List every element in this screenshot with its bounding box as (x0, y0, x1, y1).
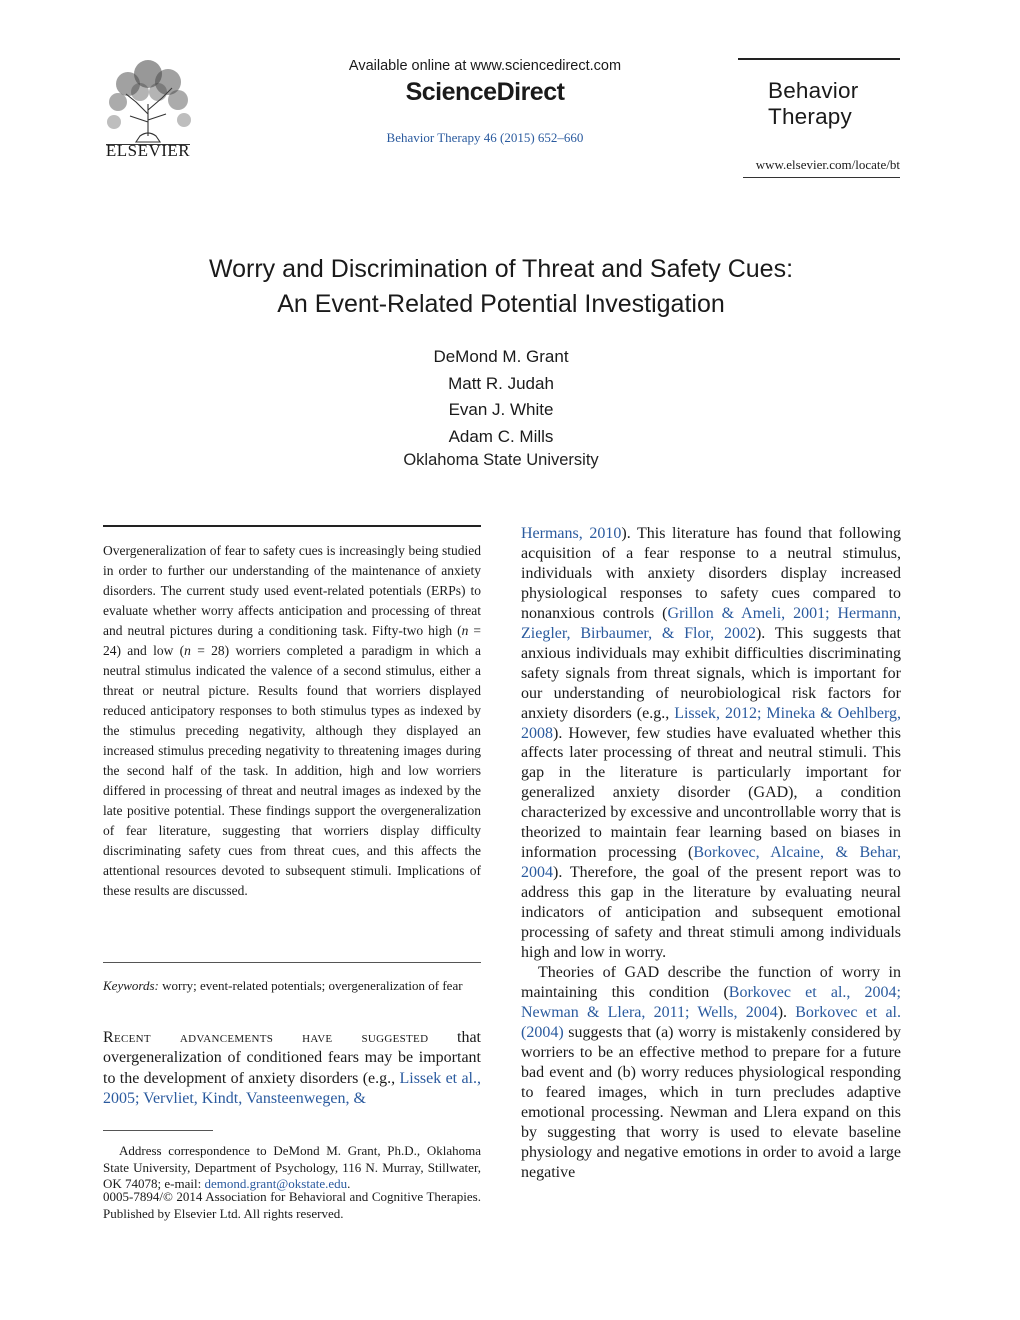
n-symbol: n (461, 623, 469, 638)
title-line2: An Event-Related Potential Investigation (277, 290, 725, 318)
citation-link[interactable]: Grillon & Ameli, 2001; Hermann, Ziegler, Birbaumer, & Flor, 2002 (521, 604, 901, 642)
available-online-text: Available online at www.sciencedirect.com (348, 58, 622, 74)
journal-name-line1: Behavior (768, 78, 859, 103)
journal-url[interactable]: www.elsevier.com/locate/bt (755, 157, 900, 172)
body-text-segment: ). (777, 1003, 796, 1021)
journal-name-line2: Therapy (768, 104, 852, 129)
body-text-segment: ). However, few studies have evaluated whether this affects later processing of threat and neutral stimuli. This gap in the literature is particularly important for generalized anxiety disorder (GAD), a condition characterized by excessive and uncontrollable worry that is theorized to maintain fear learning based on biases in information processing ( (521, 724, 901, 862)
author-list (300, 344, 702, 451)
keywords (103, 978, 481, 994)
citation-link[interactable]: Lissek et al., 2005; Vervliet, Kindt, Vansteenwegen, & (103, 1069, 481, 1107)
correspondence-address: Address correspondence to DeMond M. Grant, Ph.D., Oklahoma State University, Department of Psychology, 116 N. Murray, Stillwater, OK 74078; e-mail: demond.grant@okstate.edu. (103, 1143, 481, 1191)
keywords-label: Keywords: (103, 978, 159, 993)
title-line1: Worry and Discrimination of Threat and Safety Cues: (208, 255, 794, 283)
body-paragraph (521, 524, 901, 963)
citation-link[interactable]: Borkovec et al. (2004) (521, 1003, 901, 1041)
body-text-segment: ). This suggests that anxious individuals may exhibit difficulties discriminating safety signals from threat signals, which is important for our understanding of neurobiological risk factors for anxiety disorders (e.g., (521, 624, 902, 722)
body-text-segment: ). This literature has found that following acquisition of a fear response to a neutral stimulus, individuals with anxiety disorders display increased physiological responses to safety cues compared to nonanxious controls ( (521, 525, 902, 622)
citation-link[interactable]: Borkovec et al., 2004; Newman & Llera, 2011; Wells, 2004 (521, 983, 901, 1021)
body-text-right-column (521, 524, 901, 1182)
article-title (100, 252, 902, 322)
abstract: Overgeneralization of fear to safety cues is increasingly being studied in order to further our understanding of the maintenance of anxiety disorders. The current study used event-related potentials (ERPs) to evaluate whether worry affects anticipation and processing of threat and neutral pictures during a conditioning task. Fifty-two high (n = 24) and low (n = 28) worriers completed a paradigm in which a neutral stimulus indicated the valence of a second stimulus, either a threat or neutral picture. Results found that worriers displayed reduced anticipatory responses to both stimulus types as indexed by the stimulus preceding negativity, although they displayed an increased stimulus preceding negativity to threatening images during the second half of the task. In addition, high and low worriers differed in processing of threat and neutral images as indexed by the late positive potential. These findings support the overgeneralization of fear literature, suggesting that worriers display difficulty discriminating safety cues from threat cues, and this affects the attentional resources devoted to subsequent stimuli. Implications of these results are discussed. (103, 543, 481, 898)
body-text-segment: suggests that (a) worry is mistakenly considered by worriers to be an effective method to prepare for a future bad event and (b) worry reduces physiological responding to feared images, which in turn precludes adaptive emotional processing. Newman and Llera expand on this by suggesting that worry is used to elevate baseline physiology and negative emotions in order to avoid a large negative (521, 1023, 901, 1181)
citation-link[interactable]: Borkovec, Alcaine, & Behar, 2004 (521, 844, 902, 882)
citation-link[interactable]: Hermans, 2010 (521, 525, 622, 542)
keywords-text: worry; event-related potentials; overgeneralization of fear (158, 978, 463, 993)
author-name: Adam C. Mills (448, 427, 554, 447)
footnote-rule (103, 1130, 213, 1131)
abstract-top-rule (103, 525, 481, 527)
body-text-segment: Theories of GAD describe the function of worry in maintaining this condition ( (521, 963, 901, 1001)
author-name: Evan J. White (448, 400, 554, 420)
journal-rule (738, 58, 900, 60)
journal-citation[interactable]: Behavior Therapy 46 (2015) 652–660 (386, 130, 584, 145)
email-link[interactable]: demond.grant@okstate.edu (204, 1176, 348, 1191)
author-name: DeMond M. Grant (433, 347, 569, 366)
journal-name-logo (768, 78, 908, 130)
body-paragraph (521, 963, 901, 1182)
copyright-notice: 0005-7894/© 2014 Association for Behavioral and Cognitive Therapies. Published by Elsevier Ltd. All rights reserved. (103, 1189, 481, 1221)
author-name: Matt R. Judah (448, 373, 554, 393)
publisher-wordmark: ELSEVIER (105, 141, 191, 160)
affiliation: Oklahoma State University (403, 451, 599, 469)
n-symbol: n (184, 643, 191, 658)
introduction-start: Recent advancements have suggested that overgeneralization of conditioned fears may be important to the development of anxiety disorders (e.g., Lissek et al., 2005; Vervliet, Kindt, Vansteenwegen, & (103, 1029, 481, 1107)
keywords-rule (103, 962, 481, 963)
body-text-segment: ). Therefore, the goal of the present report was to address this gap in the literature by evaluating neural indicators of anticipation and subsequent emotional processing of safety and threat stimuli among individuals high and low in worry. (521, 864, 901, 962)
citation-link[interactable]: Lissek, 2012; Mineka & Oehlberg, 2008 (521, 704, 902, 742)
intro-lead-smallcaps: Recent advancements have suggested (103, 1029, 429, 1046)
header-rule (743, 177, 900, 178)
sciencedirect-logo: ScienceDirect (405, 78, 565, 106)
